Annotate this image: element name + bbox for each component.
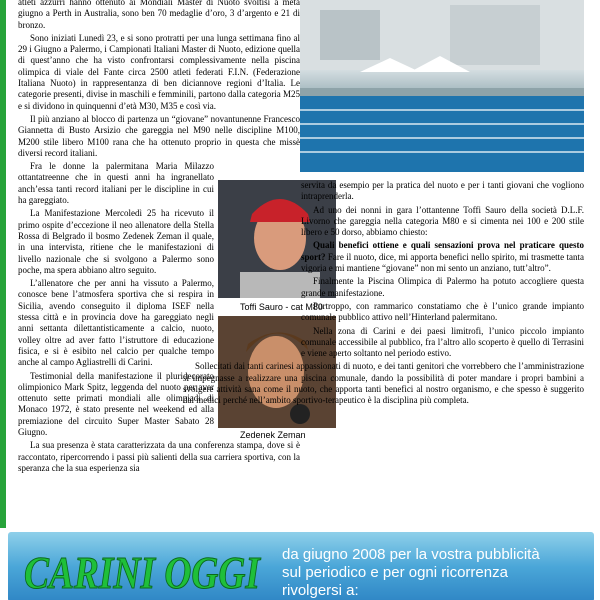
paragraph: Sollecitati dai tanti carinesi appassionati di nuoto, e dei tanti genitori che vorrebbero che l’amministrazione si impegnasse a realizzare una piscina comunale, dando la possibilità di poter mandare i propri bambini a svolgere attività sana come il nuoto, che apporta tanti benefici al nostro organismo, e che spesso è suggerito dai medici perché nell’ambito sportivo-terapeutico è la disciplina più completa. xyxy=(183,361,584,406)
paragraph: Testimonial della manifestazione il pluridecorato olimpionico Mark Spitz, leggenda del nuoto per aver ottenuto sette primati mondiali alle olimpiadi di Monaco 1972, è stato presente nel weekend ed alla premiazione del circuito Super Master Sabato 28 Giugno. xyxy=(18,370,214,437)
ad-background xyxy=(8,532,594,600)
ad-line: rivolgersi a: xyxy=(282,582,359,599)
ad-line: da giugno 2008 per la vostra pubblicità xyxy=(282,546,540,563)
photo-caption: Toffi Sauro - cat M80 xyxy=(240,302,323,312)
left-green-rule xyxy=(0,0,6,528)
paragraph: servita da esempio per la pratica del nuoto e per i tanti giovani che vogliono intraprenderla. xyxy=(301,180,584,202)
ad-line: sul periodico e per ogni ricorrenza xyxy=(282,564,508,581)
pool-photo xyxy=(300,0,584,172)
advertisement-banner xyxy=(0,528,600,600)
photo-caption: Zedenek Zeman xyxy=(240,430,306,440)
paragraph: L’allenatore che per anni ha vissuto a Palermo, conosce bene l’atmosfera sportiva che si respira in Sicilia, avendo conseguito il diploma ISEF nella stessa città e in provincia dove ha gareggiato negli anni settanta dilettantisticamente a calcio, nuoto, volley oltre ad aver fatto l’istruttore di educazione fisica, e si è esibito nel calcio per qualche tempo anche al campo Agliastrelli di Carini. xyxy=(18,278,214,368)
paragraph: atleti azzurri hanno ottenuto ai Mondiali Master di Nuoto svoltisi a metà giugno a Perth in Australia, sono ben 70 medaglie d’oro, 3 d’argento e 21 di bronzo. xyxy=(18,0,300,30)
paragraph: Finalmente la Piscina Olimpica di Palermo ha potuto accogliere questa grande manifestazione. xyxy=(301,276,584,298)
carini-oggi-logo xyxy=(20,538,266,600)
paragraph: Ad uno dei nonni in gara l’ottantenne Toffi Sauro della società D.L.F. Livorno che gareggia nella categoria M80 e si cimenta nei 100 e 200 stile libero e 50 dorso, abbiamo chiesto: xyxy=(301,204,584,238)
paragraph: Nella zona di Carini e dei paesi limitrofi, l’unico piccolo impianto comunale accessibile al pubblico, fra l’altro allo scoperto è quello di Terrasini e viene aperto soltanto nel periodo estivo. xyxy=(301,325,584,359)
interview-question: Quali benefici ottiene e quali sensazioni prova nel praticare questo sport? xyxy=(301,240,584,262)
paragraph: La sua presenza è stata caratterizzata da una conferenza stampa, dove si è raccontato, ripercorrendo i passi più salienti della sua carriera sportiva, con la speranza che la sua esperienza sia xyxy=(18,440,300,473)
paragraph: Sono iniziati Lunedì 23, e si sono protratti per una lunga settimana fino al 29 i Giugno a Palermo, i Campionati Italiani Master di Nuoto, edizione quella di quest’anno che ha visto confrontarsi complessivamente nella piscina olimpica di viale del Fante circa 2500 atleti federati F.I.N. (Federazione Italiana Nuoto) in rappresentanza di ben diciannove regioni d’Italia. Le categorie presenti, divise in maschili e femminili, partono dalla categoria M25 e si dividono in quinquenni d’età M30, M35 e così via. xyxy=(18,32,300,111)
ad-copy xyxy=(282,546,592,600)
interview-answer: Fare il nuoto, dice, mi apporta benefici nello spirito, mi trasmette tanta vigoria e mi mantiene “giovane” non mi sento un anziano, tutt’altro”. xyxy=(301,251,584,274)
paragraph: Purtroppo, con rammarico constatiamo che è l’unico grande impianto comunale pubblico attivo nell’Hinterland palermitano. xyxy=(301,300,584,323)
paragraph: La Manifestazione Mercoledì 25 ha ricevuto il primo ospite d’eccezione il neo allenatore della Stella Rossa di Belgrado il bosmo Zedenek Zeman il quale, in una intervista, ritiene che le manifestazioni di livello nazionale che si svolgono a Palermo sono poche, ma spera abbiano altro seguito. xyxy=(18,208,214,275)
paragraph: Fra le donne la palermitana Maria Milazzo ottantatreenne che in questi anni ha ingranellato anch’essa tanti record italiani per le discipline in cui ha gareggiato. xyxy=(18,161,214,206)
paragraph: Il più anziano al blocco di partenza un “giovane” novantunenne Francesco Giannetta di Busto Arsizio che gareggia nel M90 nelle discipline M100, M200 stile libero M100 rana che ha ottenuto proprio in questa che missè diversi record italiani. xyxy=(18,113,300,158)
svg-text:CARINI OGGI: CARINI OGGI xyxy=(24,547,262,598)
